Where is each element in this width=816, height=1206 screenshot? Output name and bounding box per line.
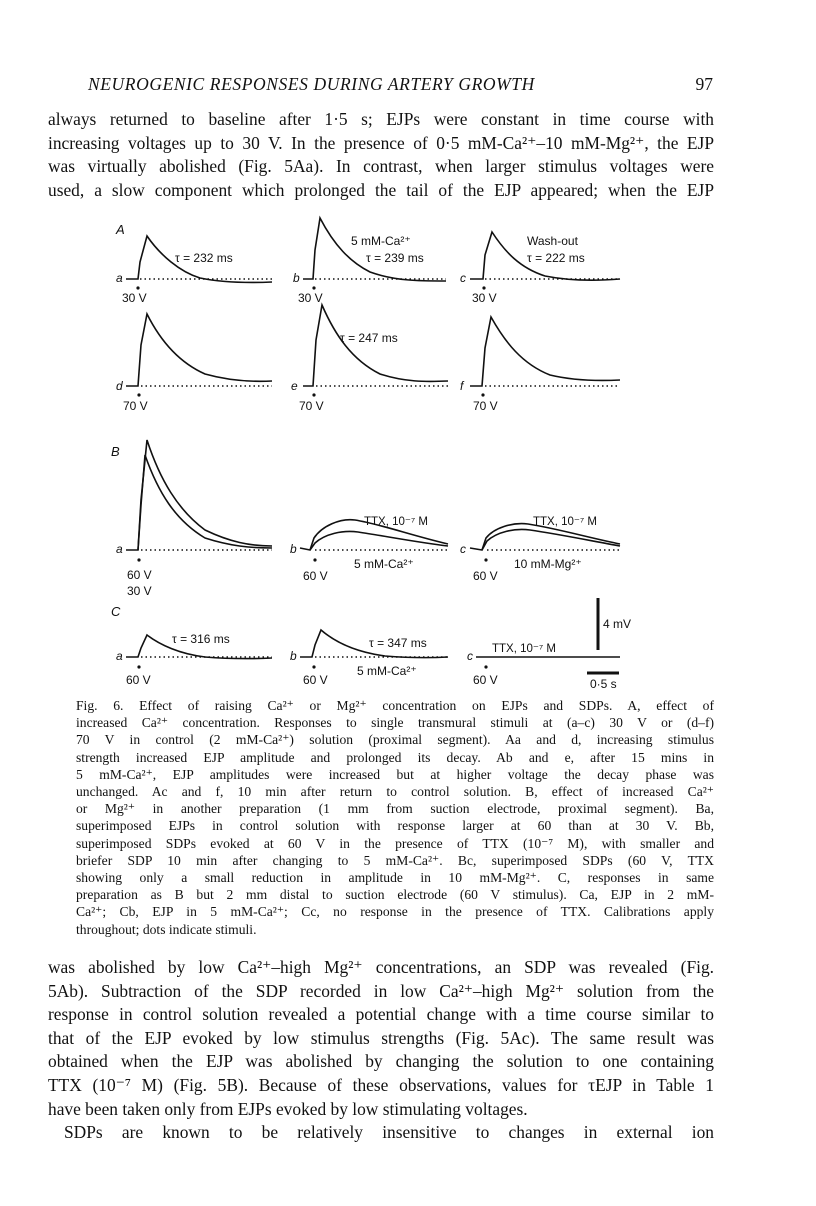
svg-text:60 V: 60 V (126, 673, 151, 687)
text-line: always returned to baseline after 1·5 s; EJPs were constant in time course with (48, 109, 714, 129)
trace-Bc (460, 516, 620, 583)
calibration-voltage: 4 mV (603, 617, 632, 631)
panel-label-B: B (111, 444, 120, 459)
svg-text:30 V: 30 V (298, 291, 323, 305)
trace-Ad (116, 314, 272, 413)
text-line: was abolished by low Ca²⁺–high Mg²⁺ concentrations, an SDP was revealed (Fig. (48, 957, 714, 977)
caption-line: throughout; dots indicate stimuli. (76, 921, 257, 937)
svg-text:TTX, 10⁻⁷ M: TTX, 10⁻⁷ M (533, 516, 597, 528)
svg-text:d: d (116, 379, 123, 393)
calibration-bars (587, 598, 631, 691)
svg-text:30 V: 30 V (122, 291, 147, 305)
svg-text:5 mM-Ca²⁺: 5 mM-Ca²⁺ (357, 664, 417, 678)
trace-Ab (293, 218, 446, 305)
svg-text:b: b (290, 542, 297, 556)
svg-text:b: b (293, 271, 300, 285)
trace-Ae (291, 305, 448, 413)
caption-line: showing only a small reduction in amplitude in 10 mM-Mg²⁺. C, responses in same (76, 870, 714, 886)
caption-line: Ca²⁺; Cb, EJP in 5 mM-Ca²⁺; Cc, no response in the presence of TTX. Calibrations apply (76, 904, 714, 920)
svg-text:Wash-out: Wash-out (527, 234, 578, 248)
svg-text:TTX, 10⁻⁷ M: TTX, 10⁻⁷ M (364, 516, 428, 528)
text-line: SDPs are known to be relatively insensitive to changes in external ion (64, 1122, 714, 1143)
running-title: NEUROGENIC RESPONSES DURING ARTERY GROWTH (88, 74, 535, 94)
svg-text:60 V: 60 V (303, 673, 328, 687)
svg-text:τ = 232 ms: τ = 232 ms (175, 251, 233, 265)
bottom-paragraph (48, 956, 714, 1145)
top-paragraph (48, 108, 714, 202)
trace-Ba (116, 440, 272, 598)
svg-text:70 V: 70 V (299, 399, 324, 413)
trace-Aa (116, 236, 272, 305)
caption-line: 5 mM-Ca²⁺, EJP amplitudes were increased but at higher voltage the decay phase was (76, 766, 714, 782)
trace-Ac (460, 232, 620, 305)
text-line: TTX (10⁻⁷ M) (Fig. 5B). Because of these observations, values for τEJP in Table 1 (48, 1074, 714, 1095)
caption-line: increased Ca²⁺ concentration. Responses to single transmural stimuli at (a–c) 30 V or (d–f) (76, 715, 714, 731)
svg-text:30 V: 30 V (472, 291, 497, 305)
panel-label-A: A (116, 222, 125, 237)
svg-text:60 V: 60 V (303, 569, 328, 583)
caption-line: 70 V in control (2 mM-Ca²⁺) solution (proximal segment). Aa and d, increasing stimulus (76, 732, 714, 748)
svg-text:c: c (460, 542, 466, 556)
svg-text:TTX, 10⁻⁷ M: TTX, 10⁻⁷ M (492, 643, 556, 655)
svg-text:30 V: 30 V (127, 584, 152, 598)
svg-text:5 mM-Ca²⁺: 5 mM-Ca²⁺ (351, 234, 411, 248)
svg-text:70 V: 70 V (123, 399, 148, 413)
panel-label-C: C (111, 604, 121, 619)
text-line: used, a slow component which prolonged the tail of the EJP appeared; when the EJP (48, 179, 714, 200)
caption-line: briefer SDP 10 min after changing to 5 mM-Ca²⁺. Bc, superimposed SDPs (60 V, TTX (76, 852, 714, 868)
svg-text:10 mM-Mg²⁺: 10 mM-Mg²⁺ (514, 557, 582, 571)
text-line: response in control solution revealed a potential change with a time course similar to (48, 1004, 714, 1025)
svg-text:60 V: 60 V (127, 568, 152, 582)
svg-text:a: a (116, 649, 123, 663)
caption-line: superimposed EJPs in control solution with response larger at 60 than at 30 V. Bb, (76, 818, 714, 834)
svg-text:τ = 316 ms: τ = 316 ms (172, 632, 230, 646)
text-line: increasing voltages up to 30 V. In the presence of 0·5 mM-Ca²⁺–10 mM-Mg²⁺, the EJP (48, 132, 714, 153)
svg-text:e: e (291, 379, 298, 393)
caption-line: superimposed SDPs evoked at 60 V in the presence of TTX (10⁻⁷ M), with smaller and (76, 835, 714, 851)
text-line: 5Ab). Subtraction of the SDP recorded in low Ca²⁺–high Mg²⁺ solution from the (48, 980, 714, 1001)
running-header (48, 74, 713, 96)
page-number: 97 (695, 74, 713, 94)
svg-text:60 V: 60 V (473, 569, 498, 583)
trace-Ca (116, 632, 272, 687)
text-line: was virtually abolished (Fig. 5Aa). In contrast, when larger stimulus voltages were (48, 156, 714, 177)
svg-text:τ = 247 ms: τ = 247 ms (340, 331, 398, 345)
svg-text:b: b (290, 649, 297, 663)
svg-text:c: c (460, 271, 466, 285)
caption-line: unchanged. Ac and f, 10 min after return to control solution. B, effect of increased Ca²⁺ (76, 784, 714, 800)
svg-text:5 mM-Ca²⁺: 5 mM-Ca²⁺ (354, 557, 414, 571)
text-line: obtained when the EJP was abolished by changing the solution to one containing (48, 1051, 714, 1072)
trace-Af (460, 317, 620, 413)
svg-text:a: a (116, 271, 123, 285)
trace-Cb (290, 630, 448, 687)
svg-text:c: c (467, 649, 473, 663)
calibration-time: 0·5 s (590, 677, 617, 691)
caption-line: preparation as B but 2 mm distal to suction electrode (60 V stimulus). Ca, EJP in 2 mM- (76, 887, 714, 903)
caption-line: Fig. 6. Effect of raising Ca²⁺ or Mg²⁺ concentration on EJPs and SDPs. A, effect of (76, 698, 714, 713)
svg-text:τ = 239 ms: τ = 239 ms (366, 251, 424, 265)
svg-text:60 V: 60 V (473, 673, 498, 687)
trace-Cc (467, 643, 620, 687)
svg-text:τ = 347 ms: τ = 347 ms (369, 636, 427, 650)
figure-caption (76, 697, 714, 938)
text-line: have been taken only from EJPs evoked by low stimulating voltages. (48, 1098, 528, 1119)
svg-text:a: a (116, 542, 123, 556)
caption-line: strength increased EJP amplitude and prolonged its decay. Ab and e, after 15 mins in (76, 749, 714, 765)
svg-text:τ = 222 ms: τ = 222 ms (527, 251, 585, 265)
text-line: that of the EJP evoked by low stimulus strengths (Fig. 5Ac). The same result was (48, 1027, 714, 1048)
svg-text:f: f (460, 379, 464, 393)
caption-line: or Mg²⁺ in another preparation (1 mm from suction electrode, proximal segment). Ba, (76, 801, 714, 817)
svg-text:70 V: 70 V (473, 399, 498, 413)
trace-Bb (290, 516, 448, 583)
